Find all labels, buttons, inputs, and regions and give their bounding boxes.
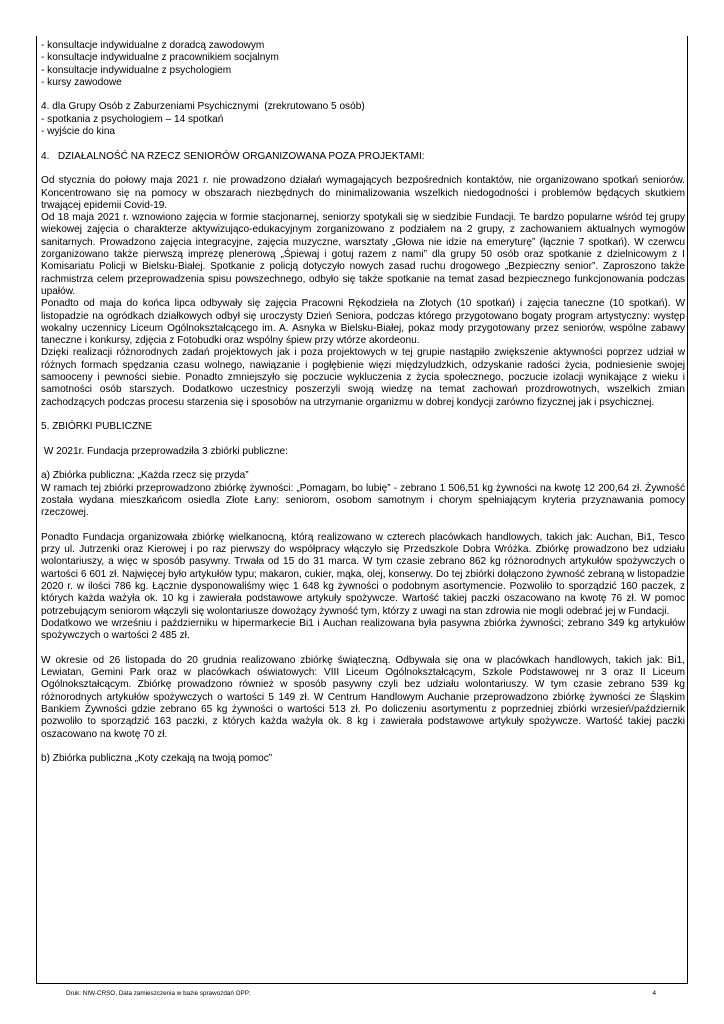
group-heading: 4. dla Grupy Osób z Zaburzeniami Psychicznymi (zrekrutowano 5 osób) xyxy=(41,101,365,113)
paragraph: W 2021r. Fundacja przeprowadziła 3 zbiórki publiczne: xyxy=(41,445,288,457)
paragraph: Ponadto Fundacja organizowała zbiórkę wielkanocną, którą realizowano w czterech placówkach handlowych, takich jak: Auchan, Bi1, Tesco przy ul. Jutrzenki oraz Kierowej i po raz pierwszy do współpracy włączyło się Przedszkole Dobra Wróżka. Zbiórkę prowadzono bez udziału wolontariuszy, a więc w sposób pasywny. Trwała od 15 do 31 marca. W tym czasie zebrano 862 kg różnorodnych artykułów spożywczych o wartości 6 601 zł. Najwięcej było artykułów typu; makaron, cukier, mąka, olej, konserwy. Do tej zbiórki dołączono żywność zebraną w listopadzie 2020 r. w ilości 786 kg. Łącznie dysponowaliśmy więc 1 648 kg żywności o podobnym asortymencie. Pozwoliło to sporządzić 160 paczek, z których każda ważyła ok. 10 kg i zawierała podstawowe artykuły spożywcze. Wartość takiej paczki oszacowano na kwotę 76 zł. W pomoc potrzebującym seniorom włączyli się wolontariusze dowożący żywność tym, którzy z uwagi na stan zdrowia nie mogli odebrać jej w Fundacji. xyxy=(41,531,685,617)
page-footer xyxy=(66,990,656,997)
paragraph: Ponadto od maja do końca lipca odbywały się zajęcia Pracowni Rękodzieła na Złotych (10 spotkań) i zajęcia taneczne (10 spotkań). W listopadzie na ogródkach działkowych odbył się uroczysty Dzień Seniora, podczas którego przygotowano bogaty program artystyczny: występ wokalny uczennicy Liceum Ogólnokształcącego im. A. Asnyka w Bielsku-Białej, pokaz mody przygotowany przez seniorów, wspólne zabawy taneczne i konkursy, zdjęcia z Fotobudki oraz wspólny śpiew przy wtórze akordeonu. xyxy=(41,298,685,347)
list-item: - konsultacje indywidualne z psychologiem xyxy=(41,64,232,76)
list-item: - konsultacje indywidualne z doradcą zawodowym xyxy=(41,40,265,51)
paragraph: W okresie od 26 listopada do 20 grudnia realizowano zbiórkę świąteczną. Odbywała się ona w placówkach handlowych, takich jak: Bi1, Lewiatan, Gemini Park oraz w placówkach oświatowych: VIII Liceum Ogólnokształcącym, Szkole Podstawowej nr 3 oraz II Liceum Ogólnokształcącym. Zbiórkę prowadzono również w sposób pasywny czyli bez udziału wolontariuszy. W tym czasie zebrano 539 kg różnorodnych artykułów spożywczych o wartości 5 149 zł. W Centrum Handlowym Auchanie przeprowadzono zbiórkę żywności ze Śląskim Bankiem Żywności gdzie zebrano 65 kg żywności o wartości 513 zł. Po doliczeniu asortymentu z poprzedniej zbiórki wrzesień/październik pozwoliło to sporządzić 163 paczki, z których każda ważyła ok. 8 kg i zawierała podstawowe artykuły spożywcze. Wartość takiej paczki oszacowano na kwotę 70 zł. xyxy=(41,654,685,740)
list-item: - konsultacje indywidualne z pracownikiem socjalnym xyxy=(41,52,279,64)
paragraph: W ramach tej zbiórki przeprowadzono zbiórkę żywności: „Pomagam, bo lubię” - zebrano 1 506,51 kg żywności na kwotę 12 200,64 zł. Żywność została wydana mieszkańcom osiedla Złote Łany: seniorom, osobom samotnym i chorym spełniającym kryteria przyznawania pomocy rzeczowej. xyxy=(41,482,685,519)
paragraph: Dodatkowo we wrześniu i październiku w hipermarkecie Bi1 i Auchan realizowana była pasywna zbiórka żywności; zebrano 349 kg artykułów spożywczych o wartości 2 485 zł. xyxy=(41,617,685,642)
document-body xyxy=(41,40,685,766)
list-item: - spotkania z psychologiem – 14 spotkań xyxy=(41,113,224,125)
section-heading: 4. DZIAŁALNOŚĆ NA RZECZ SENIORÓW ORGANIZOWANA POZA PROJEKTAMI: xyxy=(41,150,425,162)
footer-text: Druk: NIW-CRSO, Data zamieszczenia w bazie sprawozdań OPP: xyxy=(66,990,251,997)
section-heading: 5. ZBIÓRKI PUBLICZNE xyxy=(41,421,153,433)
paragraph: Dzięki realizacji różnorodnych zadań projektowych jak i poza projektowych w tej grupie nastąpiło zwiększenie aktywności poprzez udział w różnych formach spędzania czasu wolnego, nawiązanie i pogłębienie więzi międzyludzkich, odzyskanie radości życia, podniesienie swojej samooceny i pewności siebie. Ponadto zmniejszyło się poczucie wykluczenia z życia społecznego, poczucie izolacji wynikające z wieku i samotności osób starszych. Dodatkowo uczestnicy poszerzyli swoją wiedzę na temat zachowań prozdrowotnych, wszelkich zmian zachodzących podczas procesu starzenia się i sposobów na utrzymanie organizmu w dobrej kondycji zarówno fizycznej jak i psychicznej. xyxy=(41,347,685,408)
paragraph: Od 18 maja 2021 r. wznowiono zajęcia w formie stacjonarnej, seniorzy spotykali się w siedzibie Fundacji. Te bardzo popularne wśród tej grupy wiekowej zajęcia o charakterze aktywizująco-edukacyjnym zorganizowano z podziałem na 2 grupy, z zachowaniem aktualnych wymogów sanitarnych. Prowadzono zajęcia integracyjne, zajęcia muzyczne, warsztaty „Głowa nie idzie na emeryturę” (łącznie 7 spotkań). W czerwcu zorganizowano także pierwszą imprezę plenerową „Śpiewaj i gotuj razem z nami” dla grupy 50 osób oraz spotkanie z dzielnicowym z I Komisariatu Policji w Bielsku-Białej. Spotkanie z policją dotyczyło nowych zasad ruchu drogowego „Bezpieczny senior”. Zaproszono także rachmistrza celem przeprowadzenia spisu powszechnego, odbyło się także spotkanie na temat zasad bezpiecznego funkcjonowania podczas upałów. xyxy=(41,212,685,297)
subsection-title: b) Zbiórka publiczna „Koty czekają na twoją pomoc” xyxy=(41,753,273,765)
subsection-title: a) Zbiórka publiczna: „Każda rzecz się przyda” xyxy=(41,470,249,482)
paragraph: Od stycznia do połowy maja 2021 r. nie prowadzono działań wymagających bezpośrednich kontaktów, nie organizowano spotkań seniorów. Koncentrowano się na pomocy w obszarach niezbędnych do minimalizowania wszelkich niedogodności i problemów będących skutkiem trwającej epidemii Covid-19. xyxy=(41,175,685,211)
list-item: - kursy zawodowe xyxy=(41,76,122,88)
page-number: 4 xyxy=(652,990,656,997)
list-item: - wyjście do kina xyxy=(41,126,116,138)
